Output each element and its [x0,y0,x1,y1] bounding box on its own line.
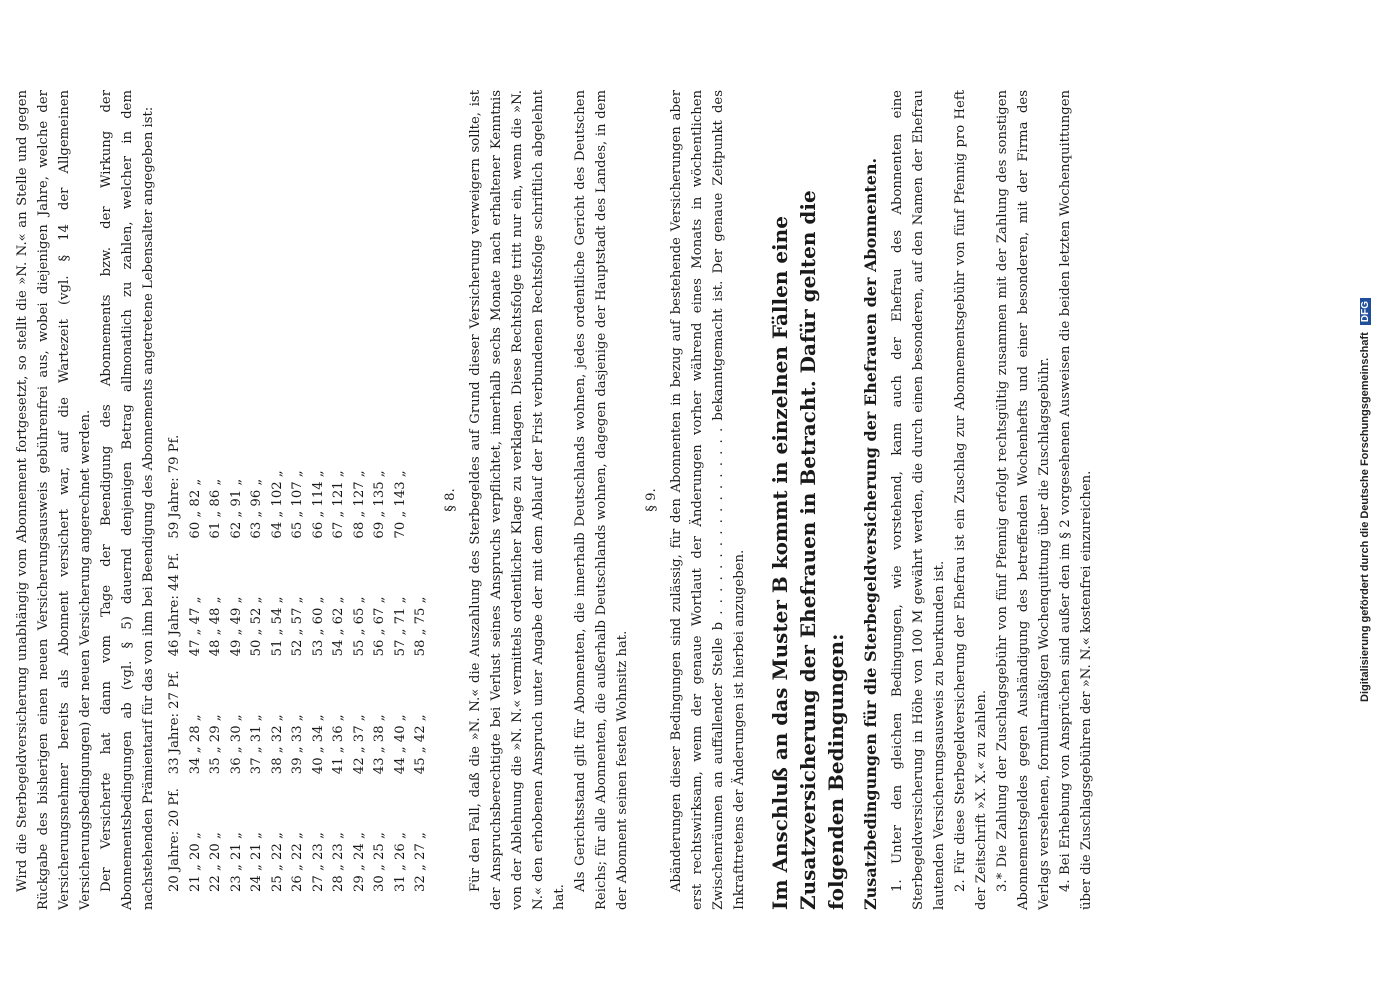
premium-intro-paragraph: Der Versicherte hat dann vom Tage der Beendigung des Abonnements bzw. der Wirkung der Abonnementsbedingungen ab (vgl. § 5) dauernd denjenigen Betrag allmonatlich zu zahlen, welcher in dem nachstehenden Prämientarif für das von ihm bei Beendigung des Abonnements angetretene Lebensalter angegeben ist: [99,90,156,910]
premium-table-cell: 65 „ 107 „ [290,470,305,539]
premium-table-cell: 34 „ 28 „ [187,714,203,775]
premium-table-cell: 26 „ 22 „ [290,832,305,892]
premium-table-cell: 40 „ 34 „ [310,714,326,775]
supplementary-conditions-heading: Zusatzbedingungen für die Sterbegeldversicherung der Ehefrauen der Abonnenten. [860,157,880,910]
premium-table-cell: 24 „ 21 „ [249,832,264,892]
premium-table-cell: 67 „ 121 „ [331,470,346,539]
premium-table-cell: 39 „ 33 „ [290,714,305,775]
premium-table-row [350,421,371,892]
clause-4: 4. Bei Erhebung von Ansprüchen sind außer den im § 2 vorgesehenen Ausweisen die beiden letzten Wochenquittungen über die Zuschlagsgebühren der »N. N.« kostenfrei einzureichen. [1057,90,1094,910]
premium-table-cell: 62 „ 91 „ [228,478,244,539]
section-9-title: § 9. [643,488,659,512]
premium-table-row [227,421,248,892]
premium-table-row [206,421,227,892]
clause-3: 3.* Die Zahlung der Zuschlagsgebühr von fünf Pfennig erfolgt rechtsgültig zusammen mit der Zahlung des sonstigen Abonnementsgeldes gegen Aushändigung des betreffenden Wochenhefts und einer besonderen, mit der Firma des Verlags versehenen, formularmäßigen Wochenquittung über die Zuschlagsgebühr. [994,90,1052,910]
premium-table-cell: 44 „ 40 „ [392,714,408,775]
premium-table-cell: 64 „ 102 „ [269,470,285,539]
dfg-logo-badge: DFG [1360,298,1371,325]
premium-table-cell: 31 „ 26 „ [392,832,408,892]
clause-2: 2. Für diese Sterbegeldversicherung der Ehefrau ist ein Zuschlag zur Abonnementsgebühr von fünf Pfennig pro Heft der Zeitschrift »X. X.« zu zahlen. [952,90,989,910]
premium-table-cell: 56 „ 67 „ [372,596,387,657]
premium-tariff-table [165,421,432,892]
premium-table-cell: 47 „ 47 „ [187,596,203,657]
section-9-paragraph: Abänderungen dieser Bedingungen sind zulässig, für den Abonnenten in bezug auf bestehende Versicherungen aber erst rechtswirksam, wenn der genaue Wortlaut der Änderungen vorher während eines Monats in wöchentlichen Zwischenräumen an auffallender Stelle b . . . . . . . . . . . . . . . . . bekanntgemacht ist. Der genaue Zeitpunkt des Inkrafttretens der Änderungen ist hierbei anzugeben. [668,90,747,910]
premium-table-row [329,421,350,892]
section-8-title: § 8. [442,488,458,512]
premium-table-cell: 43 „ 38 „ [372,714,387,775]
premium-table-cell: 25 „ 22 „ [269,832,285,892]
section-8-paragraph-2: Als Gerichtsstand gilt für Abonnenten, die innerhalb Deutschlands wohnen, jedes ordentliche Gericht des Deutschen Reichs; für alle Abonnenten, die außerhalb Deutschlands wohnen, dagegen dasjenige der Hauptstadt des Landes, in dem der Abonnent seinen festen Wohnsitz hat. [572,90,630,910]
clause-1: 1. Unter den gleichen Bedingungen, wie vorstehend, kann auch der Ehefrau des Abonnenten eine Sterbegeldversicherung in Höhe von 100 M gewährt werden, die durch einen besonderen, auf den Namen der Ehefrau lautenden Versicherungsausweis zu beurkunden ist. [889,90,947,910]
premium-table-cell: 46 Jahre: 44 Pf. [167,552,182,657]
premium-table-cell: 63 „ 96 „ [249,478,264,539]
premium-table-cell: 20 Jahre: 20 Pf. [167,788,182,892]
premium-table-cell: 27 „ 23 „ [310,832,326,892]
premium-table-cell: 35 „ 29 „ [208,714,223,775]
premium-table-cell [411,421,432,539]
premium-table-cell: 33 Jahre: 27 Pf. [167,670,182,775]
premium-table-row [165,421,186,892]
premium-table-row [411,421,432,892]
premium-table-cell: 45 „ 42 „ [413,714,428,775]
premium-table-cell: 30 „ 25 „ [372,832,387,892]
premium-table-cell: 57 „ 71 „ [392,596,408,657]
premium-table-row [370,421,391,892]
premium-table-cell: 41 „ 36 „ [331,714,346,775]
premium-table-cell: 48 „ 48 „ [208,596,223,657]
premium-table-cell: 53 „ 60 „ [310,596,326,657]
premium-table-row [288,421,309,892]
premium-table-cell: 60 „ 82 „ [187,478,203,539]
dfg-funding-text: Digitalisierung gefördert durch die Deutsche Forschungsgemeinschaft [1359,332,1371,702]
premium-table-cell: 37 „ 31 „ [249,714,264,775]
premium-table-cell: 61 „ 86 „ [208,478,223,539]
supplementary-insurance-heading: Im Anschluß an das Muster B kommt in einzelnen Fällen eine Zusatzversicherung der Ehefrauen in Betracht. Dafür gelten die folgenden Bedingungen: [767,190,848,910]
premium-table-cell: 23 „ 21 „ [228,832,244,892]
rotated-book-page [0,90,1097,910]
premium-table-cell: 52 „ 57 „ [290,596,305,657]
premium-table-cell: 29 „ 24 „ [351,832,367,892]
premium-table-cell: 51 „ 54 „ [269,596,285,657]
premium-table-cell: 68 „ 127 „ [351,470,367,539]
premium-table-cell: 49 „ 49 „ [228,596,244,657]
premium-table-cell: 42 „ 37 „ [351,714,367,775]
premium-table-cell: 28 „ 23 „ [331,832,346,892]
premium-table-cell: 59 Jahre: 79 Pf. [167,434,182,539]
dfg-funding-note [1347,0,1383,1000]
section-8-paragraph-1: Für den Fall, daß die »N. N.« die Auszahlung des Sterbegeldes auf Grund dieser Versicherung verweigern sollte, ist der Anspruchsberechtigte bei Verlust seines Anspruchs verpflichtet, innerhalb sechs Monate nach erhaltener Kenntnis von der Ablehnung die »N. N.« vermittels ordentlicher Klage zu verklagen. Diese Rechtsfolge tritt nur ein, wenn die »N. N.« den erhobenen Anspruch unter Angabe der mit dem Ablauf der Frist verbundenen Rechtsfolge schriftlich abgelehnt hat. [467,90,567,910]
premium-table-cell: 70 „ 143 „ [392,470,408,539]
premium-table-cell: 38 „ 32 „ [269,714,285,775]
premium-table-cell: 36 „ 30 „ [228,714,244,775]
premium-table-cell: 66 „ 114 „ [310,470,326,539]
premium-table-cell: 21 „ 20 „ [187,832,203,892]
premium-table-cell: 54 „ 62 „ [331,596,346,657]
premium-table-cell: 69 „ 135 „ [372,470,387,539]
premium-table-row [268,421,289,892]
premium-table-cell: 55 „ 65 „ [351,596,367,657]
premium-table-cell: 58 „ 75 „ [413,596,428,657]
premium-table-cell: 22 „ 20 „ [208,832,223,892]
premium-table-cell: 32 „ 27 „ [413,832,428,892]
premium-table-row [186,421,207,892]
premium-table-cell: 50 „ 52 „ [249,596,264,657]
premium-table-row [391,421,412,892]
premium-table-row [309,421,330,892]
intro-paragraph: Wird die Sterbegeldversicherung unabhängig vom Abonnement fortgesetzt, so stellt die »N. N.« an Stelle und gegen Rückgabe des bisherigen einen neuen Versicherungsausweis gebührenfrei aus, wobei diejenigen Jahre, welche der Versicherungsnehmer bereits als Abonnent versichert war, auf die Wartezeit (vgl. § 14 der Allgemeinen Versicherungsbedingungen) der neuen Versicherung angerechnet werden. [15,90,93,910]
premium-table-row [247,421,268,892]
